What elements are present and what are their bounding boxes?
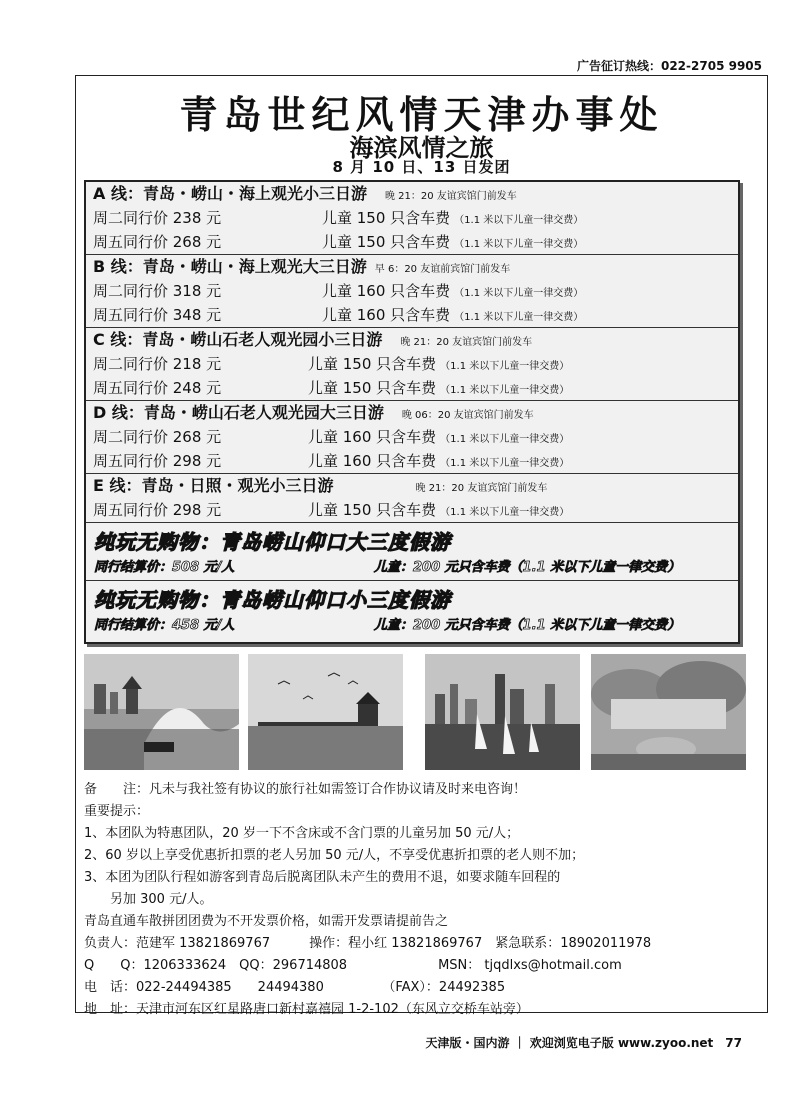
promo-price: 同行结算价：458 元/人 xyxy=(94,618,235,633)
photo-sailboats-skyline xyxy=(425,654,580,770)
route-departure: 晚 06：20 友谊宾馆门前发车 xyxy=(401,410,534,421)
child-note: （1.1 米以下儿童一律交费） xyxy=(440,434,570,445)
child-note: （1.1 米以下儿童一律交费） xyxy=(440,385,570,396)
route-departure: 晚 21：20 友谊宾馆门前发车 xyxy=(415,483,548,494)
route-price: 周二同行价 268 元 xyxy=(93,428,222,446)
route-b xyxy=(86,255,738,328)
route-price: 周五同行价 298 元 xyxy=(93,501,222,519)
promo-child-price: 儿童：200 元只含车费（1.1 米以下儿童一律交费） xyxy=(374,618,681,633)
route-name: D 线：青岛・崂山石老人观光园大三日游 xyxy=(93,403,384,422)
route-price: 周五同行价 348 元 xyxy=(93,306,222,324)
note-item-3-cont: 另加 300 元/人。 xyxy=(84,892,213,907)
route-departure: 晚 21：20 友谊宾馆门前发车 xyxy=(400,337,533,348)
promo-da-san xyxy=(86,523,738,581)
ad-hotline: 广告征订热线：022-2705 9905 xyxy=(576,59,762,73)
child-price: 儿童 160 只含车费 （1.1 米以下儿童一律交费） xyxy=(322,282,584,300)
route-price: 周五同行价 298 元 xyxy=(93,452,222,470)
route-c xyxy=(86,328,738,401)
notes-section xyxy=(84,779,651,1021)
promo-title: 纯玩无购物：青岛崂山仰口小三度假游 xyxy=(94,588,451,612)
child-note: （1.1 米以下儿童一律交费） xyxy=(440,507,570,518)
note-heading: 重要提示： xyxy=(84,804,150,819)
child-price: 儿童 150 只含车费 （1.1 米以下儿童一律交费） xyxy=(308,501,570,519)
route-departure: 晚 21：20 友谊宾馆门前发车 xyxy=(384,191,517,202)
route-a xyxy=(86,182,738,255)
route-name: A 线：青岛・崂山・海上观光小三日游 xyxy=(93,184,367,203)
note-invoice: 青岛直通车散拼团团费为不开发票价格，如需开发票请提前告之 xyxy=(84,914,449,929)
departure-dates: 8 月 10 日、13 日发团 xyxy=(332,158,511,176)
child-price: 儿童 160 只含车费 （1.1 米以下儿童一律交费） xyxy=(308,428,570,446)
child-note: （1.1 米以下儿童一律交费） xyxy=(454,239,584,250)
note-item-1: 1、本团队为特惠团队，20 岁一下不含床或不含门票的儿童另加 50 元/人； xyxy=(84,826,520,841)
route-price: 周二同行价 318 元 xyxy=(93,282,222,300)
route-price: 周五同行价 248 元 xyxy=(93,379,222,397)
route-e xyxy=(86,474,738,523)
photo-pavilion-gulls xyxy=(248,654,403,770)
route-name: C 线：青岛・崂山石老人观光园小三日游 xyxy=(93,330,383,349)
route-name: B 线：青岛・崂山・海上观光大三日游 xyxy=(93,257,367,276)
contact-phone-fax: 电 话：022-24494385 24494380 （FAX）：24492385 xyxy=(84,980,506,995)
child-price: 儿童 160 只含车费 （1.1 米以下儿童一律交费） xyxy=(322,306,584,324)
child-note: （1.1 米以下儿童一律交费） xyxy=(440,361,570,372)
child-price: 儿童 150 只含车费 （1.1 米以下儿童一律交费） xyxy=(322,209,584,227)
contact-persons: 负责人：范建军 13821869767 操作：程小红 13821869767 紧急联系：18902011978 xyxy=(84,936,652,951)
route-price: 周五同行价 268 元 xyxy=(93,233,222,251)
route-price: 周二同行价 238 元 xyxy=(93,209,222,227)
note-item-2: 2、60 岁以上享受优惠折扣票的老人另加 50 元/人，不享受优惠折扣票的老人则不加； xyxy=(84,848,585,863)
route-price: 周二同行价 218 元 xyxy=(93,355,222,373)
photo-laoshan-rocks xyxy=(591,654,746,770)
routes-table xyxy=(84,180,740,644)
page-subtitle: 海滨风情之旅 xyxy=(349,134,494,162)
note-remark: 备 注：凡未与我社签有协议的旅行社如需签订合作协议请及时来电咨询！ xyxy=(84,782,527,797)
route-d xyxy=(86,401,738,474)
note-item-3: 3、本团为团队行程如游客到青岛后脱离团队未产生的费用不退，如要求随车回程的 xyxy=(84,870,561,885)
promo-child-price: 儿童：200 元只含车费（1.1 米以下儿童一律交费） xyxy=(374,560,681,575)
route-name: E 线：青岛・日照・观光小三日游 xyxy=(93,476,334,495)
child-price: 儿童 160 只含车费 （1.1 米以下儿童一律交费） xyxy=(308,452,570,470)
child-price: 儿童 150 只含车费 （1.1 米以下儿童一律交费） xyxy=(322,233,584,251)
child-note: （1.1 米以下儿童一律交费） xyxy=(454,312,584,323)
page-footer: 天津版・国内游 ｜ 欢迎浏览电子版 www.zyoo.net 77 xyxy=(425,1036,742,1050)
contact-address: 地 址：天津市河东区红星路唐口新村嘉禧园 1-2-102（东风立交桥车站旁） xyxy=(84,1002,529,1017)
promo-price: 同行结算价：508 元/人 xyxy=(94,560,235,575)
promo-title: 纯玩无购物：青岛崂山仰口大三度假游 xyxy=(94,530,451,554)
page-title: 青岛世纪风情天津办事处 xyxy=(179,92,664,137)
photo-pier-waves xyxy=(84,654,239,770)
contact-qq-msn: Q Q：1206333624 QQ：296714808 MSN： tjqdlxs@hotmail.com xyxy=(84,958,622,973)
child-price: 儿童 150 只含车费 （1.1 米以下儿童一律交费） xyxy=(308,379,570,397)
child-note: （1.1 米以下儿童一律交费） xyxy=(440,458,570,469)
child-note: （1.1 米以下儿童一律交费） xyxy=(454,215,584,226)
child-note: （1.1 米以下儿童一律交费） xyxy=(454,288,584,299)
route-departure: 早 6：20 友谊前宾馆门前发车 xyxy=(374,264,511,275)
promo-xiao-san xyxy=(86,581,738,639)
child-price: 儿童 150 只含车费 （1.1 米以下儿童一律交费） xyxy=(308,355,570,373)
